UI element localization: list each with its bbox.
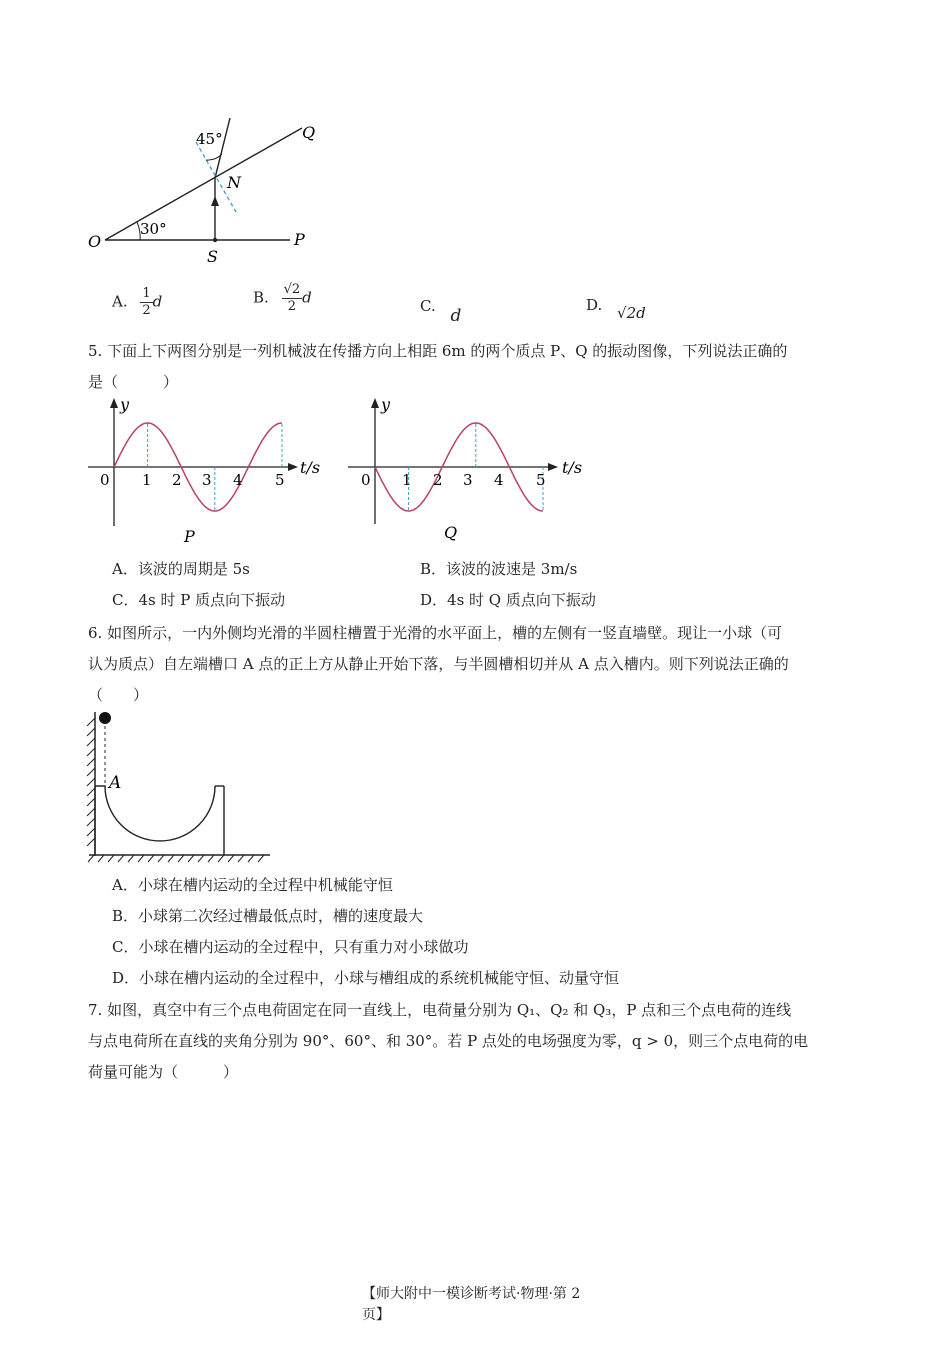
graph-p-tick-1: 1: [142, 471, 152, 489]
q4-option-b-prefix: B.: [253, 288, 269, 307]
q5-option-d: D．4s 时 Q 质点向下振动: [420, 591, 596, 609]
graph-q-tick-1: 1: [402, 471, 412, 489]
q5-graph-p: [84, 396, 334, 554]
q4-figure: [80, 110, 340, 270]
q6-option-d: D．小球在槽内运动的全过程中，小球与槽组成的系统机械能守恒、动量守恒: [112, 969, 620, 987]
q4-option-b: [253, 282, 312, 315]
q5-option-b: B．该波的波速是 3m/s: [420, 560, 578, 578]
q6-option-c: C．小球在槽内运动的全过程中，只有重力对小球做功: [112, 938, 469, 956]
page-footer: [362, 1284, 602, 1326]
q6-figure: [84, 704, 276, 866]
graph-p-tick-3: 3: [202, 471, 212, 489]
q4-option-a-prefix: A.: [112, 292, 128, 311]
q5-stem-line1: 5. 下面上下两图分别是一列机械波在传播方向上相距 6m 的两个质点 P、Q 的振动图像，下列说法正确的: [88, 342, 788, 360]
q4-option-a-var: d: [152, 292, 163, 311]
q6-option-a: A．小球在槽内运动的全过程中机械能守恒: [112, 876, 393, 894]
q7-stem: [88, 995, 863, 1088]
q4-option-a-fraction: [140, 286, 152, 319]
graph-p-tick-2: 2: [172, 471, 182, 489]
graph-p-tick-4: 4: [233, 471, 243, 489]
point-N-label: N: [227, 173, 241, 192]
graph-q-tick-0: 0: [361, 471, 371, 489]
q4-option-b-num: √2: [283, 282, 301, 297]
q4-option-a: [112, 286, 162, 319]
q4-option-d-value: √2d: [617, 304, 646, 322]
q4-option-b-den: 2: [287, 299, 296, 314]
q4-option-a-num: 1: [142, 286, 151, 301]
angle-45-label: 45°: [196, 130, 223, 148]
footer-line2: 页】: [362, 1307, 390, 1323]
q5-option-a: A．该波的周期是 5s: [112, 560, 250, 578]
graph-p-caption: P: [184, 527, 195, 546]
angle-30-label: 30°: [140, 220, 167, 238]
q6-stem-line3: （ ）: [88, 686, 149, 704]
q7-stem-line2: 与点电荷所在直线的夹角分别为 90°、60°、和 30°。若 P 点处的电场强度为零，q > 0，则三个点电荷的电: [88, 1032, 809, 1050]
q4-option-a-den: 2: [142, 303, 151, 318]
graph-q-t-label: t/s: [562, 458, 583, 477]
q4-option-c: [420, 296, 462, 326]
point-O-label: O: [88, 232, 102, 251]
footer-line1: 【师大附中一模诊断考试·物理·第 2: [362, 1286, 581, 1302]
q5-stem-line2: 是（ ）: [88, 373, 179, 391]
q4-option-c-prefix: C.: [420, 297, 436, 315]
point-S-label: S: [207, 247, 218, 266]
graph-p-y-label: y: [120, 396, 130, 414]
graph-q-tick-2: 2: [433, 471, 443, 489]
q4-option-b-fraction: [282, 282, 303, 315]
q5-stem: [88, 336, 863, 398]
q7-stem-line3: 荷量可能为（ ）: [88, 1063, 239, 1081]
q6-stem-line2: 认为质点）自左端槽口 A 点的正上方从静止开始下落，与半圆槽相切并从 A 点入槽内。则下列说法正确的: [88, 655, 789, 673]
graph-q-tick-5: 5: [536, 471, 546, 489]
q5-graph-q: [344, 396, 594, 546]
graph-q-tick-3: 3: [463, 471, 473, 489]
graph-p-t-label: t/s: [300, 458, 321, 477]
q7-stem-line1: 7. 如图，真空中有三个点电荷固定在同一直线上，电荷量分别为 Q₁、Q₂ 和 Q₃，P 点和三个点电荷的连线: [88, 1001, 792, 1019]
q4-option-d: [586, 296, 646, 322]
q4-option-c-value: d: [450, 306, 462, 326]
point-P-label: P: [294, 230, 305, 249]
q6-stem-line1: 6. 如图所示，一内外侧均光滑的半圆柱槽置于光滑的水平面上，槽的左侧有一竖直墙壁。现让一小球（可: [88, 624, 783, 642]
graph-p-tick-0: 0: [100, 471, 110, 489]
graph-q-y-label: y: [381, 396, 391, 414]
q5-option-c: C．4s 时 P 质点向下振动: [112, 591, 286, 609]
graph-q-tick-4: 4: [494, 471, 504, 489]
q6-point-A-label: A: [109, 773, 122, 793]
q6-option-b: B．小球第二次经过槽最低点时，槽的速度最大: [112, 907, 424, 925]
graph-p-tick-5: 5: [275, 471, 285, 489]
graph-q-caption: Q: [444, 523, 458, 542]
q4-option-d-prefix: D.: [586, 296, 603, 314]
q6-stem: [88, 618, 863, 711]
q4-option-b-var: d: [302, 288, 312, 307]
point-Q-label: Q: [302, 123, 316, 142]
